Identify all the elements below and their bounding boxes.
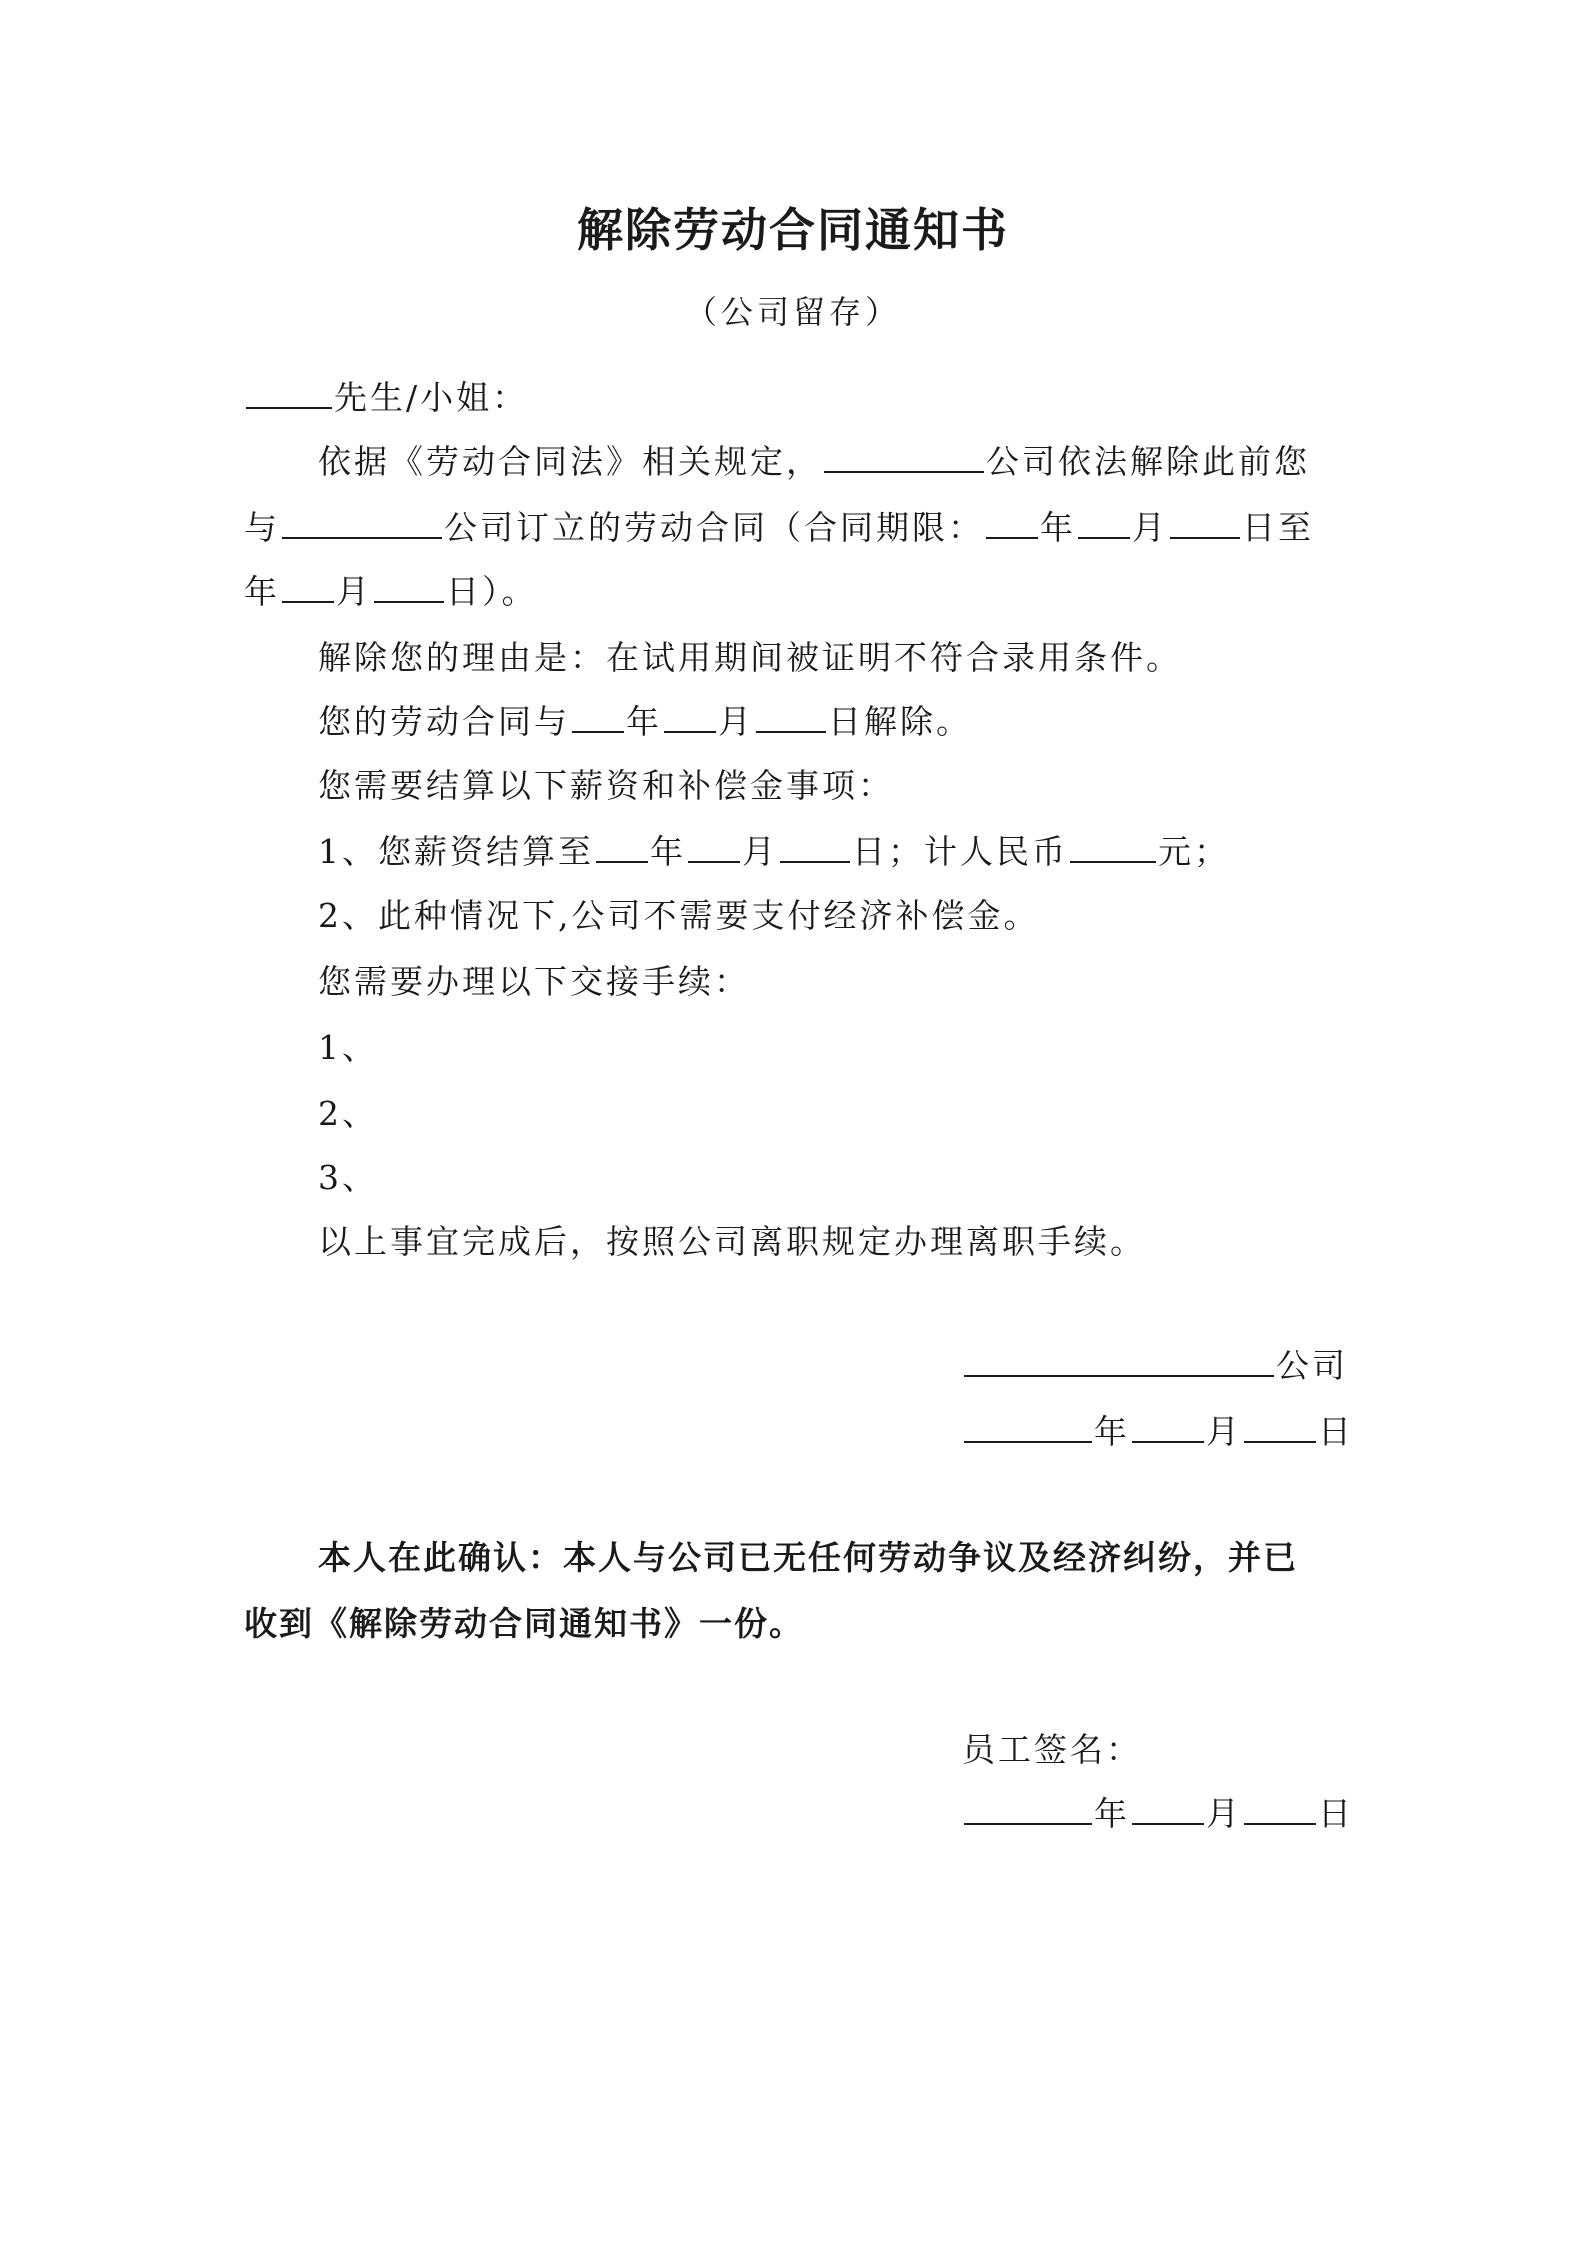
para1-line3 bbox=[244, 570, 538, 614]
salutation-text: 先生/小姐： bbox=[334, 378, 529, 417]
employee-date-line bbox=[962, 1792, 1354, 1836]
termination-day-blank[interactable] bbox=[756, 701, 826, 733]
employee-sign-line bbox=[962, 1728, 1142, 1772]
employee-month-blank[interactable] bbox=[1132, 1793, 1204, 1825]
end-day-blank[interactable] bbox=[374, 571, 444, 603]
confirmation-line-1: 本人在此确认：本人与公司已无任何劳动争议及经济纠纷，并已 bbox=[318, 1538, 1298, 1577]
end-year-label: 年 bbox=[244, 572, 280, 611]
handover-intro: 您需要办理以下交接手续： bbox=[318, 962, 750, 1001]
termination-year-label: 年 bbox=[626, 702, 662, 741]
document-title: 解除劳动合同通知书 bbox=[577, 203, 1009, 257]
confirmation-line-2: 收到《解除劳动合同通知书》一份。 bbox=[244, 1604, 804, 1643]
termination-line bbox=[318, 700, 972, 744]
salary-year-blank[interactable] bbox=[596, 831, 648, 863]
company-blank-1[interactable] bbox=[824, 441, 984, 473]
para1-line2 bbox=[244, 506, 1314, 550]
para1-text-b: 公司依法解除此前您 bbox=[986, 442, 1310, 481]
employee-day-label: 日 bbox=[1318, 1794, 1354, 1833]
termination-month-blank[interactable] bbox=[664, 701, 716, 733]
termination-year-blank[interactable] bbox=[572, 701, 624, 733]
salary-yuan-label: 元； bbox=[1158, 832, 1230, 871]
handover-item-1: 1、 bbox=[318, 1028, 378, 1067]
settlement-item-2: 2、此种情况下,公司不需要支付经济补偿金。 bbox=[318, 896, 1040, 935]
salary-day-blank[interactable] bbox=[780, 831, 850, 863]
handover-item-2: 2、 bbox=[318, 1094, 378, 1133]
para1-text-c: 与 bbox=[244, 508, 280, 547]
company-name-blank[interactable] bbox=[964, 1345, 1274, 1377]
start-year-label: 年 bbox=[1040, 508, 1076, 547]
settlement-intro: 您需要结算以下薪资和补偿金事项： bbox=[318, 766, 894, 805]
termination-month-label: 月 bbox=[718, 702, 754, 741]
start-month-label: 月 bbox=[1132, 508, 1168, 547]
company-year-label: 年 bbox=[1094, 1412, 1130, 1451]
salutation-line bbox=[244, 376, 528, 420]
salary-month-blank[interactable] bbox=[688, 831, 740, 863]
para1-text-a: 依据《劳动合同法》相关规定， bbox=[318, 442, 822, 481]
start-month-blank[interactable] bbox=[1078, 507, 1130, 539]
settlement-item-1 bbox=[318, 830, 1230, 874]
end-day-label: 日）。 bbox=[446, 572, 538, 611]
start-year-blank[interactable] bbox=[986, 507, 1038, 539]
salary-amount-blank[interactable] bbox=[1070, 831, 1156, 863]
company-year-blank[interactable] bbox=[964, 1411, 1092, 1443]
termination-day-label: 日解除。 bbox=[828, 702, 972, 741]
employee-month-label: 月 bbox=[1206, 1794, 1242, 1833]
start-day-label: 日至 bbox=[1242, 508, 1314, 547]
settlement-item-1-text: 1、您薪资结算至 bbox=[318, 832, 594, 871]
employee-sign-label: 员工签名： bbox=[962, 1730, 1142, 1769]
company-date-line bbox=[962, 1410, 1354, 1454]
reason-line: 解除您的理由是：在试用期间被证明不符合录用条件。 bbox=[318, 638, 1182, 677]
company-day-blank[interactable] bbox=[1244, 1411, 1316, 1443]
company-sign-line bbox=[962, 1344, 1348, 1388]
employee-year-blank[interactable] bbox=[964, 1793, 1092, 1825]
company-day-label: 日 bbox=[1318, 1412, 1354, 1451]
para1-line1 bbox=[318, 440, 1310, 484]
closing-line: 以上事宜完成后，按照公司离职规定办理离职手续。 bbox=[318, 1222, 1146, 1261]
salary-month-label: 月 bbox=[742, 832, 778, 871]
employee-year-label: 年 bbox=[1094, 1794, 1130, 1833]
company-month-blank[interactable] bbox=[1132, 1411, 1204, 1443]
name-blank[interactable] bbox=[246, 377, 332, 409]
salary-year-label: 年 bbox=[650, 832, 686, 871]
handover-item-3: 3、 bbox=[318, 1158, 378, 1197]
para1-text-d: 公司订立的劳动合同（合同期限： bbox=[444, 508, 984, 547]
start-day-blank[interactable] bbox=[1170, 507, 1240, 539]
end-month-label: 月 bbox=[336, 572, 372, 611]
company-blank-2[interactable] bbox=[282, 507, 442, 539]
employee-day-blank[interactable] bbox=[1244, 1793, 1316, 1825]
company-month-label: 月 bbox=[1206, 1412, 1242, 1451]
end-month-blank[interactable] bbox=[282, 571, 334, 603]
document-subtitle: （公司留存） bbox=[684, 293, 901, 331]
termination-text: 您的劳动合同与 bbox=[318, 702, 570, 741]
salary-day-label: 日；计人民币 bbox=[852, 832, 1068, 871]
company-sign-label: 公司 bbox=[1276, 1346, 1348, 1385]
